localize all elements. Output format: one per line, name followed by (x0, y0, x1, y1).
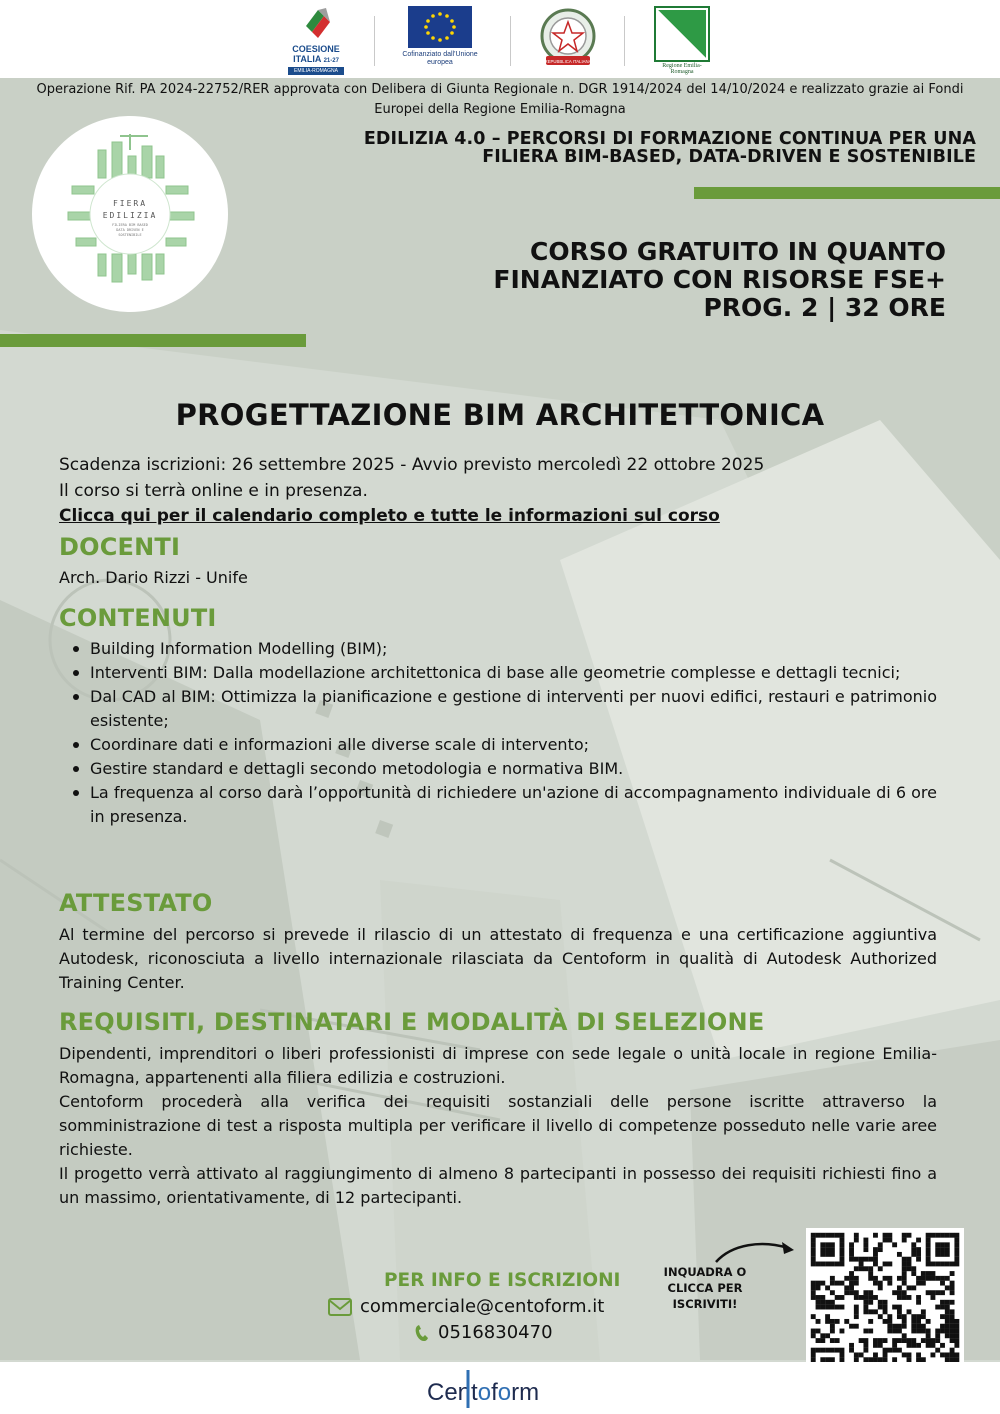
phone-link[interactable]: 0516830470 (438, 1322, 553, 1343)
qr-label-line-3: ISCRIVITI! (672, 1297, 738, 1311)
email-icon (328, 1298, 352, 1316)
requisiti-paragraph-3: Il progetto verrà attivato al raggiungimento di almeno 8 partecipanti in possesso dei requisiti richiesti fino a un massimo, orientativamente, di 12 partecipanti. (59, 1164, 937, 1207)
fiera-logo-line-3: FILIERA BIM BASED (112, 223, 148, 227)
logo-rm: rm (511, 1379, 540, 1406)
list-item: Interventi BIM: Dalla modellazione architettonica di base alle geometrie complesse e dettagli tecnici; (59, 661, 937, 685)
green-accent-bar-top (694, 187, 1000, 199)
regione-emblem-icon (654, 6, 710, 62)
coesione-years: 21-27 (323, 58, 339, 64)
course-title: PROGETTAZIONE BIM ARCHITETTONICA (175, 398, 825, 432)
attestato-text: Al termine del percorso si prevede il rilascio di un attestato di frequenza e una certificazione aggiuntiva Autodesk, riconosciuta a livello internazionale rilasciata da Centoform in qualità di Autodesk Authorized Training Center. (59, 925, 937, 992)
logo-o2: o (497, 1379, 512, 1406)
requisiti-paragraph-2: Centoform procederà alla verifica dei requisiti sostanziali delle persone iscritte attraverso la somministrazione di test a risposta multipla per verificare il livello di competenze posseduto nelle varie aree richieste. (59, 1092, 937, 1159)
requisiti-text (59, 1042, 937, 1210)
operazione-text: Operazione Rif. PA 2024-22752/RER approvata con Delibera di Giunta Regionale n. DGR 1914/2024 del 14/10/2024 e realizzato grazie ai Fondi Europei della Regione Emilia-Romagna (36, 82, 964, 117)
requisiti-heading: REQUISITI, DESTINATARI E MODALITÀ DI SELEZIONE (59, 1008, 765, 1036)
centoform-logo (427, 1366, 587, 1412)
fiera-logo-line-1: FIERA (112, 199, 148, 208)
qr-label (655, 1264, 755, 1312)
coesione-title: COESIONE ITALIA (292, 44, 340, 64)
email-row (328, 1296, 604, 1317)
list-item: Dal CAD al BIM: Ottimizza la pianificazione e gestione di interventi per nuovi edifici, restauri e patrimonio esistente; (59, 685, 937, 733)
logo-o1: o (477, 1379, 492, 1406)
course-intro (59, 453, 939, 530)
fiera-edilizia-logo (32, 116, 228, 312)
funding-line-2: FINANZIATO CON RISORSE FSE+ (493, 265, 946, 294)
qr-label-line-2: CLICCA PER (667, 1281, 743, 1295)
funding-line-3: PROG. 2 | 32 ORE (703, 293, 946, 322)
logo-part (427, 1379, 539, 1406)
logo-cent: Cent (427, 1379, 478, 1406)
green-accent-bar-left (0, 334, 306, 347)
attestato-heading: ATTESTATO (59, 889, 213, 917)
coesione-region: EMILIA-ROMAGNA (288, 67, 344, 75)
contenuti-heading: CONTENUTI (59, 604, 217, 632)
contenuti-list (59, 637, 937, 829)
logo-f: f (491, 1379, 498, 1406)
coesione-italia-logo (288, 6, 344, 75)
project-title-line-1: EDILIZIA 4.0 – PERCORSI DI FORMAZIONE CONTINUA PER UNA (363, 129, 976, 149)
repubblica-emblem (538, 6, 598, 74)
calendar-link[interactable]: Clicca qui per il calendario completo e tutte le informazioni sul corso (59, 506, 720, 526)
scadenza-text: Scadenza iscrizioni: 26 settembre 2025 - Avvio previsto mercoledì 22 ottobre 2025 (59, 455, 765, 475)
modalita-text: Il corso si terrà online e in presenza. (59, 480, 368, 501)
regione-caption: Regione Emilia-Romagna (662, 63, 702, 75)
fiera-logo-line-5: SOSTENIBILE (118, 233, 142, 237)
coesione-italia-icon (288, 6, 344, 40)
logo-bar (0, 0, 1000, 78)
repubblica-text: REPUBBLICA ITALIANA (544, 59, 592, 64)
docenti-text: Arch. Dario Rizzi - Unife (59, 568, 248, 587)
logo-divider (624, 16, 625, 66)
eu-flag-icon (408, 6, 472, 48)
phone-icon (414, 1323, 430, 1343)
list-item: Gestire standard e dettagli secondo metodologia e normativa BIM. (59, 757, 937, 781)
fiera-edilizia-icon (32, 116, 228, 312)
logo-divider (374, 16, 375, 66)
funding-line-1: CORSO GRATUITO IN QUANTO (530, 237, 946, 266)
list-item: Building Information Modelling (BIM); (59, 637, 937, 661)
project-title (256, 130, 976, 166)
docenti-heading: DOCENTI (59, 533, 181, 561)
eu-logo (402, 6, 478, 67)
repubblica-emblem-icon (538, 6, 598, 70)
logo-divider (510, 16, 511, 66)
fiera-logo-line-2: EDILIZIA (102, 211, 158, 220)
list-item: Coordinare dati e informazioni alle diverse scale di intervento; (59, 733, 937, 757)
fiera-logo-line-4: DATA DRIVEN E (116, 228, 144, 232)
regione-logo (652, 6, 712, 75)
project-title-line-2: FILIERA BIM-BASED, DATA-DRIVEN E SOSTENIBILE (482, 147, 976, 167)
qr-label-line-1: INQUADRA O (663, 1265, 747, 1279)
course-funding-block (326, 238, 946, 322)
arrow-icon (712, 1236, 796, 1266)
requisiti-paragraph-1: Dipendenti, imprenditori o liberi professionisti di imprese con sede legale o unità locale in regione Emilia-Romagna, appartenenti alla filiera edilizia e costruzioni. (59, 1044, 937, 1087)
info-heading: PER INFO E ISCRIZIONI (384, 1270, 621, 1291)
phone-row (414, 1322, 553, 1343)
email-link[interactable]: commerciale@centoform.it (360, 1296, 605, 1317)
eu-caption: Cofinanziato dall'Unione europea (402, 51, 478, 66)
list-item: La frequenza al corso darà l’opportunità di richiedere un'azione di accompagnamento individuale di 6 ore in presenza. (59, 781, 937, 829)
